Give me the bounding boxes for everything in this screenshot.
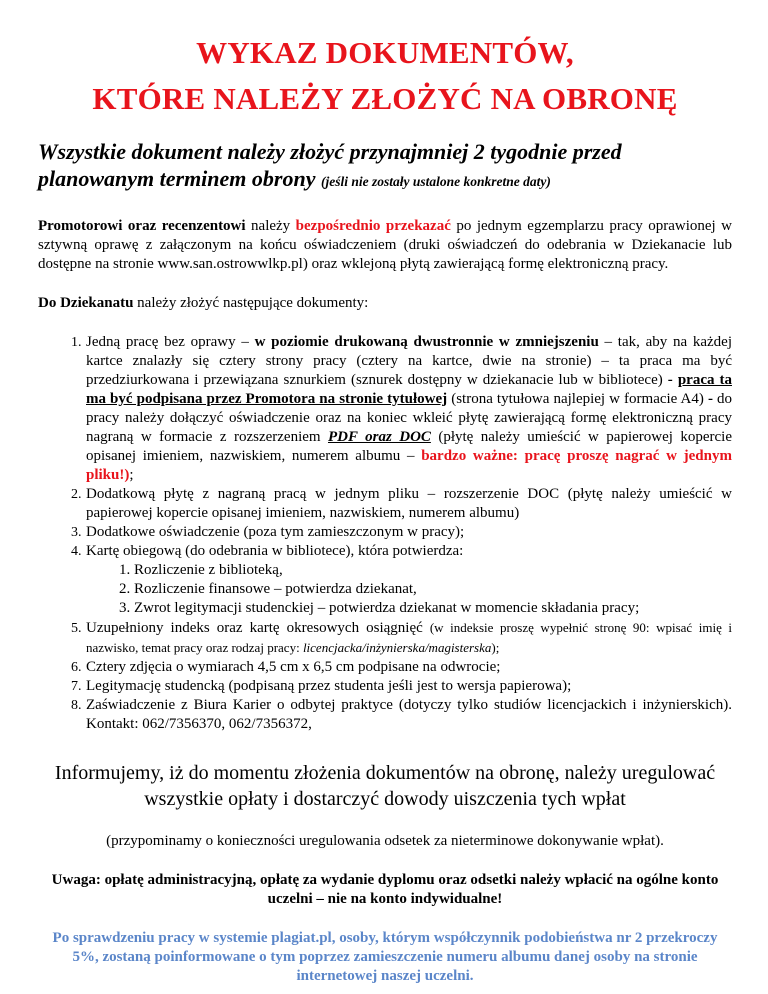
payment-warning: Uwaga: opłatę administracyjną, opłatę za wydanie dyplomu oraz odsetki należy wpłacić na ogólne konto uczelni – nie na konto indywidualne! xyxy=(51,872,719,907)
item1-formats: PDF oraz DOC xyxy=(327,429,431,445)
intro-who: Promotorowi oraz recenzentowi xyxy=(38,218,246,234)
deadline-note: (jeśli nie zostały ustalone konkretne daty) xyxy=(320,174,551,189)
item1-end: ; xyxy=(129,467,134,483)
intro-text-1: należy xyxy=(245,218,296,234)
item5-a: Uzupełniony indeks oraz kartę okresowych osiągnięć xyxy=(86,620,430,636)
item5-types: licencjacka/inżynierska/magisterska xyxy=(302,640,492,655)
sub-list-item: 3. Zwrot legitymacji studenckiej – potwierdza dziekanat w momencie składania pracy; xyxy=(134,599,732,618)
title-line-1: WYKAZ DOKUMENTÓW, xyxy=(196,35,574,70)
dziekanat-rest: należy złożyć następujące dokumenty: xyxy=(133,295,369,311)
list-item: 6. Cztery zdjęcia o wymiarach 4,5 cm x 6,5 cm podpisane na odwrocie; xyxy=(85,658,732,677)
documents-list xyxy=(38,333,732,734)
list-item xyxy=(85,333,732,485)
list-item: 3. Dodatkowe oświadczenie (poza tym zamieszczonym w pracy); xyxy=(85,523,732,542)
intro-paragraph xyxy=(38,217,732,274)
intro-highlight: bezpośrednio przekazać xyxy=(295,218,451,234)
payments-info: Informujemy, iż do momentu złożenia dokumentów na obronę, należy uregulować wszystkie opłaty i dostarczyć dowody uiszczenia tych wpłat xyxy=(54,762,716,810)
item1-h: do pracy należy dołączyć oświadczenie oraz na koniec wkleić płytę zawierającą formę elektroniczną pracy nagraną w formacie z rozszerzeniem xyxy=(86,391,733,445)
title-line-2: KTÓRE NALEŻY ZŁOŻYĆ NA OBRONĘ xyxy=(92,81,678,116)
circulation-card-list xyxy=(86,561,732,618)
dziekanat-bold: Do Dziekanatu xyxy=(38,295,134,311)
sub-list-item: 2. Rozliczenie finansowe – potwierdza dziekanat, xyxy=(134,580,732,599)
item1-underlined: praca ta ma być podpisana przez Promotora na stronie tytułowej xyxy=(86,372,732,407)
item1-f: (strona tytułowa najlepiej w formacie A4) xyxy=(447,391,708,407)
item1-warning: bardzo ważne: pracę proszę nagrać w jednym pliku!) xyxy=(86,448,732,483)
list-item xyxy=(85,542,732,618)
deadline-subtitle xyxy=(38,138,732,195)
sub-list-item: 1. Rozliczenie z biblioteką, xyxy=(134,561,732,580)
item1-dash2: - xyxy=(707,391,713,407)
interest-reminder: (przypominamy o konieczności uregulowania odsetek za nieterminowe dokonywanie wpłat). xyxy=(106,833,664,849)
item1-i: (płytę należy umieścić w papierowej kopercie opisanej imieniem, nazwiskiem, numerem albumu – xyxy=(86,429,732,464)
item1-dash: - xyxy=(667,372,678,388)
list-item: 7. Legitymację studencką (podpisaną przez studenta jeśli jest to wersja papierowa); xyxy=(85,677,732,696)
intro-rest: po jednym egzemplarzu pracy oprawionej w sztywną oprawę z załączonym na końcu oświadczeniem (druki oświadczeń do odebrania w Dziekanacie lub dostępne na stronie www.san.ostrowwlkp.pl) oraz wklejoną płytą zawierającą formę elektroniczną pracy. xyxy=(38,218,732,272)
list-item xyxy=(85,618,732,658)
deadline-text: Wszystkie dokument należy złożyć przynajmniej 2 tygodnie przed planowanym terminem obrony xyxy=(38,139,622,191)
item5-b: (w indeksie proszę wypełnić stronę 90: wpisać imię i nazwisko, temat pracy oraz rodzaj pracy: xyxy=(86,620,732,655)
list-item: 2. Dodatkową płytę z nagraną pracą w jednym pliku – rozszerzenie DOC (płytę należy umieścić w papierowej kopercie opisanej imieniem, nazwiskiem, numerem albumu) xyxy=(85,485,732,523)
item5-d: ); xyxy=(491,640,500,655)
item1-bold: w poziomie drukowaną dwustronnie w zmniejszeniu xyxy=(254,334,599,350)
list-item: 8. Zaświadczenie z Biura Karier o odbytej praktyce (dotyczy tylko studiów licencjackich i inżynierskich). Kontakt: 062/7356370, 062/7356372, xyxy=(85,696,732,734)
item4-text: Kartę obiegową (do odebrania w bibliotece), która potwierdza: xyxy=(86,543,464,559)
plagiarism-notice: Po sprawdzeniu pracy w systemie plagiat.pl, osoby, którym współczynnik podobieństwa nr 2 przekroczy 5%, zostaną poinformowane o tym poprzez zamieszczenie numeru albumu danej osoby na stronie internetowej naszej uczelni. xyxy=(52,930,718,984)
dziekanat-heading xyxy=(38,294,732,313)
item1-a: Jedną pracę bez oprawy – xyxy=(86,334,255,350)
item1-c: – tak, aby na każdej kartce znalazły się cztery strony pracy (cztery na kartce, dwie na stronie) – ta praca ma być przedziurkowana i przewiązana sznurkiem (sznurek dostępny w dziekanacie lub w bibliotece) xyxy=(86,334,732,388)
